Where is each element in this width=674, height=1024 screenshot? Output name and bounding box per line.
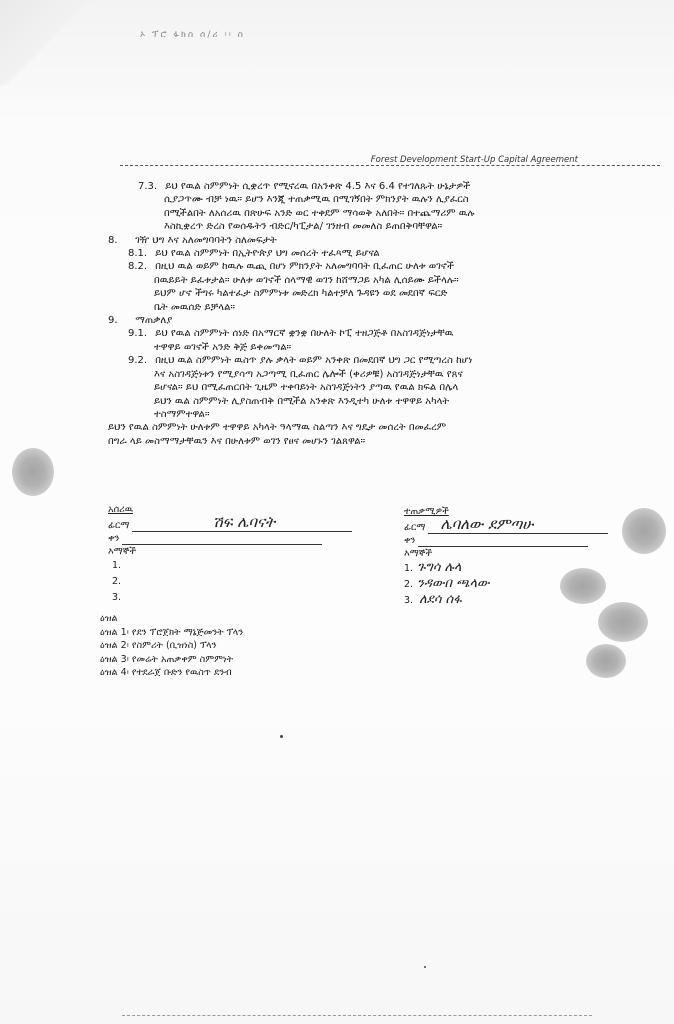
clause-text: እስኪቋረጥ ድረስ የወሰዱትን ብድር/ካፒታል/ ገንዘብ መመለስ ይጠበቅባቸዋል። bbox=[164, 221, 443, 233]
clause-text: ይህ የዉል ስምምነት በኢትዮጵያ ህግ መሰረት ተፈጻሚ ይሆናል bbox=[155, 248, 380, 260]
right-signatory-heading: ተጠቃሚዎች bbox=[404, 506, 449, 517]
clause-text: እና አስገዳጅነቱን የሚያሳጣ አጋጣሚ ቢፈጠር ሌሎች (ቀሪዎቹ) አስገዳጅነታቸዉ የጸና bbox=[154, 368, 463, 380]
clause-line bbox=[108, 301, 658, 314]
clause-line bbox=[108, 341, 658, 354]
clause-line bbox=[108, 408, 658, 421]
clause-number: 9.2. bbox=[128, 355, 148, 367]
speck bbox=[280, 735, 283, 738]
footer-rule bbox=[122, 1015, 592, 1016]
clause-line bbox=[108, 247, 658, 260]
clause-text: ይህ የዉል ስምምነት ሰነድ በአማርኛ ቋንቋ በሁለት ኮፒ ተዘጋጅቶ በአስገዳጅነታቸዉ bbox=[155, 328, 454, 340]
clause-number: 7.3. bbox=[138, 181, 158, 192]
clause-text: ይህን የዉል ስምምነት ሁለቱም ተዋዋይ አካላት ዓላማዉ ስልጣን እና ግዴታ መሰረት በመፈረም bbox=[108, 422, 447, 434]
left-witness-list bbox=[108, 558, 352, 606]
left-margin-fingerprint bbox=[12, 448, 54, 496]
clause-text: ማጠቃለያ bbox=[135, 315, 173, 327]
annex-item: ዕዝል 1፡ የደን ፕሮጀክት ማኔጅመንት ፕላን bbox=[100, 626, 244, 638]
clause-text: ተዋዋይ ወገኖች አንድ ቅጅ ይቀመጣል። bbox=[154, 341, 292, 353]
clause-line bbox=[108, 287, 658, 300]
clause-text: ይህ የዉል ስምምነት ሲቋረጥ የሚኖረዉ በአንቀጽ 4.5 እና 6.4 የተገለጹት ሁኔታዎች bbox=[165, 181, 471, 192]
clause-number: 9.1. bbox=[128, 328, 148, 340]
annex-item: ዕዝል 4፡ የተደራጀ ቡድን የዉስጥ ደንብ bbox=[100, 667, 232, 678]
clause-text: በዉይይት ይፈቱታል። ሁለቱ ወገኖች ሰላማዊ ወገን ከሸማጋይ አካል ሊሰይሙ ይችላሉ። bbox=[154, 274, 459, 286]
annex-items bbox=[100, 626, 243, 680]
clause-line bbox=[108, 220, 658, 233]
right-date-line bbox=[404, 534, 608, 547]
clause-number: 9. bbox=[108, 315, 118, 327]
clause-number: 8. bbox=[108, 234, 118, 246]
clause-number: 8.2. bbox=[128, 261, 148, 273]
clause-text: ይህን ዉል ስምምነት ሊያስጠብቅ በሚችል አንቀጽ እንዲተካ ሁለቱ ተዋዋይ አካላት bbox=[154, 395, 450, 407]
clause-line bbox=[108, 260, 658, 273]
clause-line bbox=[108, 354, 658, 367]
right-witness-number: 2. bbox=[404, 579, 414, 590]
right-fingerprint-3 bbox=[598, 602, 648, 642]
left-date-label: ቀን bbox=[108, 533, 120, 544]
clause-line bbox=[108, 193, 658, 206]
right-witness-handwritten-name: ጉግሳ ሉላ bbox=[417, 560, 462, 575]
agreement-clauses bbox=[108, 180, 658, 448]
clause-text: በሚችልበት ለአሰሪዉ በጽሁፍ አንድ ወር ተቀደም ማሳወቅ አለበት። በተጨማሪም ዉሉ bbox=[164, 207, 475, 219]
right-fingerprint-4 bbox=[586, 644, 626, 678]
right-witness-handwritten-name: ለደሳ ሰፋ bbox=[419, 592, 462, 607]
clause-line bbox=[108, 395, 658, 408]
folded-corner bbox=[0, 0, 95, 85]
clause-line bbox=[108, 314, 658, 327]
clause-text: ገዥ ህግ እና አለመግባባትን ስለመፍታት bbox=[135, 234, 277, 246]
clause-text: ተስማምተዋል። bbox=[154, 408, 210, 420]
fax-header-line: ኦ ፕሮ ፋክስ ሰ/ሪ ፡፡ ስ bbox=[140, 30, 245, 40]
left-sign-line bbox=[108, 513, 352, 532]
clause-line bbox=[108, 207, 658, 220]
header-title: Forest Development Start-Up Capital Agreement bbox=[367, 155, 582, 165]
clause-text: በግራ ላይ መስማማታቸዉን እና በሁለቱም ወገን የፀና መሆኑን ገልጸዋል። bbox=[108, 435, 366, 447]
header-rule bbox=[120, 165, 660, 166]
clause-text: ሲያጋጥሙ ብቻ ነዉ። ይሆን እንጂ ተጠቃሚዉ በሚገኝበት ምክንያት ዉሉን ሊያፈርስ bbox=[164, 194, 469, 206]
right-fingerprint-2 bbox=[560, 568, 606, 604]
left-witness-heading: እማኞች bbox=[108, 546, 137, 557]
right-handwritten-signature: ሌባለው ደምጣሁ bbox=[440, 515, 534, 533]
annex-item: ዕዝል 2፡ የስምሪት (ቢዝነስ) ፕላን bbox=[100, 640, 217, 651]
annex-list bbox=[100, 612, 243, 680]
clause-line bbox=[108, 234, 658, 247]
annex-heading: ዕዝል bbox=[100, 613, 118, 624]
running-header bbox=[120, 156, 660, 170]
right-witness-heading: እማኞች bbox=[404, 548, 433, 559]
right-fingerprint-1 bbox=[622, 508, 666, 554]
right-sign-line bbox=[404, 515, 608, 534]
left-witness-number: 2. bbox=[112, 576, 122, 587]
left-date-line bbox=[108, 532, 352, 545]
left-witness-number: 3. bbox=[112, 592, 122, 603]
annex-item: ዕዝል 3፡ የመሬት አጠቃቀም ስምምነት bbox=[100, 653, 234, 665]
clause-line bbox=[108, 421, 658, 434]
clause-number: 8.1. bbox=[128, 248, 148, 260]
clause-line bbox=[108, 368, 658, 381]
right-date-label: ቀን bbox=[404, 535, 416, 546]
right-witness-handwritten-name: ንዳውበ ጫላው bbox=[417, 576, 490, 591]
clause-line bbox=[108, 180, 658, 193]
clause-text: ይሆናል። ይህ በሚፈጠርበት ጊዜም ተቀባይነት አስገዳጅነትን ያጣዉ የዉል ክፍል በሌላ bbox=[154, 382, 459, 394]
clause-text: ቤት መዉሰድ ይቻላል። bbox=[154, 301, 236, 313]
clause-line bbox=[108, 274, 658, 287]
clause-line bbox=[108, 327, 658, 340]
left-signatory bbox=[108, 503, 352, 606]
left-witness-number: 1. bbox=[112, 560, 122, 571]
clause-line bbox=[108, 435, 658, 448]
speck bbox=[424, 966, 426, 968]
clause-text: በዚህ ዉል ወይም ከዉሉ ዉጪ በሆነ ምክንያት አለመግባባት ቢፈጠር ሁለቱ ወገኖች bbox=[155, 261, 455, 273]
right-sign-label: ፊርማ bbox=[404, 522, 426, 533]
clause-text: በዚህ ዉል ስምምነት ዉስጥ ያሉ ቃላት ወይም አንቀጽ በመደበኛ ህግ ጋር የሚጣረስ ከሆነ bbox=[155, 355, 473, 367]
left-handwritten-signature: ሽፍ ሌባናት bbox=[212, 513, 276, 531]
clause-text: ይህም ሆኖ ችግሩ ካልተፈታ ስምምነቱ መድረክ ካልተቻለ ጉዳዩን ወደ መደበኛ ፍርድ bbox=[154, 288, 448, 300]
left-sign-label: ፊርማ bbox=[108, 520, 130, 531]
left-signatory-heading: አሰሪዉ bbox=[108, 504, 133, 515]
clause-line bbox=[108, 381, 658, 394]
right-witness-number: 3. bbox=[404, 595, 414, 606]
right-witness-number: 1. bbox=[404, 563, 414, 574]
